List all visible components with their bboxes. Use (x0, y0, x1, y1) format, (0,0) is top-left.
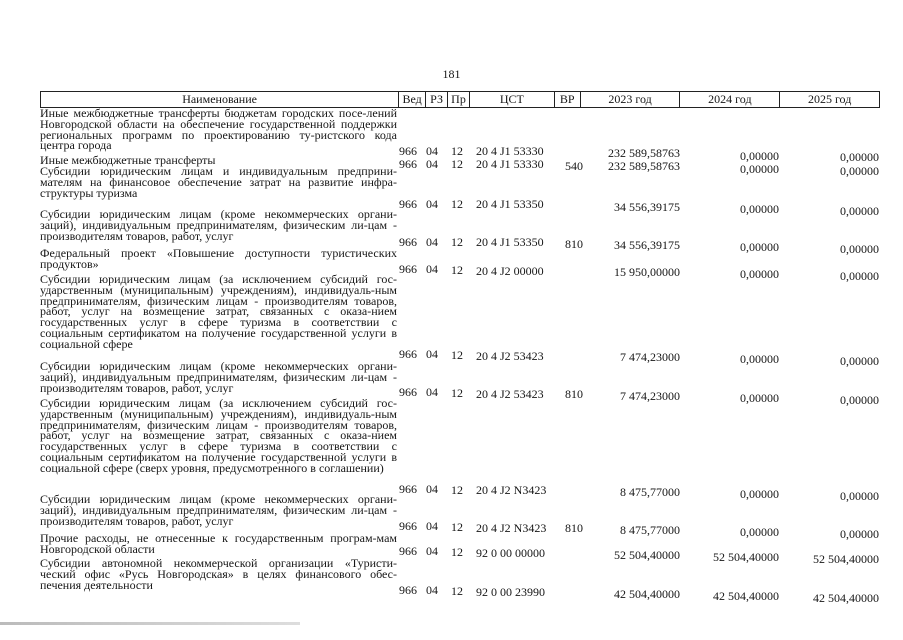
row-cst: 20 4 J1 53330 (476, 157, 544, 171)
row-ved: 966 (399, 235, 417, 249)
row-2023: 42 504,40000 (614, 587, 680, 601)
row-name: Субсидии юридическим лицам (кроме некоммерческих органи-заций), индивидуальным предпринимателям, физическим ли-цам - производителям товаров, работ, услуг (40, 359, 397, 395)
row-2024: 0,00000 (740, 240, 779, 254)
row-2025: 0,00000 (840, 489, 879, 503)
row-ved: 966 (399, 583, 417, 597)
row-pr: 12 (451, 263, 463, 277)
row-rz: 04 (426, 235, 438, 249)
row-2024: 0,00000 (740, 525, 779, 539)
row-cst: 20 4 J2 53423 (476, 387, 544, 401)
row-rz: 04 (426, 347, 438, 361)
row-ved: 966 (399, 262, 417, 276)
row-2024: 0,00000 (740, 267, 779, 281)
row-rz: 04 (426, 262, 438, 276)
row-2025: 0,00000 (840, 527, 879, 541)
row-2025: 0,00000 (840, 393, 879, 407)
row-2025: 42 504,40000 (813, 591, 879, 605)
row-pr: 12 (451, 348, 463, 362)
row-2023: 34 556,39175 (614, 200, 680, 214)
row-2025: 52 504,40000 (813, 552, 879, 566)
row-cst: 20 4 J2 N3423 (476, 521, 547, 535)
row-rz: 04 (426, 385, 438, 399)
row-vr: 810 (565, 387, 583, 401)
row-name: Иные межбюджетные трансферты (40, 153, 216, 167)
row-rz: 04 (426, 197, 438, 211)
row-name: Субсидии юридическим лицам (за исключением субсидий гос-ударственным (муниципальным) учреждениям), индивидуаль-ным предпринимателям, физическим лицам - производителям товаров, работ, услуг на возмещение затрат, связанных с оказа-нием государственных услуг в сфере туризма в соответствии с социальным сертификатом на получение государственной услуги в социальной сфере (сверх уровня, предусмотренного в соглашении) (40, 396, 397, 475)
row-ved: 966 (399, 157, 417, 171)
header-2023: 2023 год (580, 92, 680, 107)
row-cst: 20 4 J2 N3423 (476, 483, 547, 497)
row-2024: 0,00000 (740, 202, 779, 216)
row-cst: 20 4 J2 00000 (476, 264, 544, 278)
row-cst: 20 4 J1 53350 (476, 197, 544, 211)
row-name: Прочие расходы, не отнесенные к государственным програм-мам Новгородской области (40, 531, 397, 556)
row-name: Федеральный проект «Повышение доступности туристических продуктов» (40, 246, 397, 271)
row-pr: 12 (451, 520, 463, 534)
row-vr: 540 (565, 159, 583, 173)
row-2023: 15 950,00000 (614, 265, 680, 279)
row-2023: 232 589,58763 (608, 159, 680, 173)
row-rz: 04 (426, 482, 438, 496)
header-rz: РЗ (425, 92, 447, 107)
row-vr: 810 (565, 237, 583, 251)
row-pr: 12 (451, 584, 463, 598)
row-2024: 0,00000 (740, 162, 779, 176)
row-ved: 966 (399, 544, 417, 558)
row-2023: 8 475,77000 (620, 523, 680, 537)
row-2025: 0,00000 (840, 242, 879, 256)
row-pr: 12 (451, 144, 463, 158)
scan-edge (0, 622, 300, 625)
row-ved: 966 (399, 519, 417, 533)
row-2024: 0,00000 (740, 352, 779, 366)
row-pr: 12 (451, 545, 463, 559)
row-rz: 04 (426, 583, 438, 597)
row-pr: 12 (451, 197, 463, 211)
header-cst: ЦСТ (469, 92, 554, 107)
row-2025: 0,00000 (840, 269, 879, 283)
row-ved: 966 (399, 197, 417, 211)
row-pr: 12 (451, 483, 463, 497)
page-number: 181 (442, 67, 461, 81)
row-2023: 7 474,23000 (620, 389, 680, 403)
row-2024: 42 504,40000 (713, 589, 779, 603)
row-ved: 966 (399, 482, 417, 496)
row-cst: 20 4 J2 53423 (476, 349, 544, 363)
row-2023: 52 504,40000 (614, 548, 680, 562)
row-2025: 0,00000 (840, 150, 879, 164)
header-2025: 2025 год (779, 92, 879, 107)
row-cst: 20 4 J1 53350 (476, 235, 544, 249)
row-2025: 0,00000 (840, 354, 879, 368)
row-ved: 966 (399, 385, 417, 399)
row-2024: 52 504,40000 (713, 550, 779, 564)
row-2024: 0,00000 (740, 391, 779, 405)
header-ved: Вед (398, 92, 425, 107)
row-name: Субсидии юридическим лицам (кроме некоммерческих органи-заций), индивидуальным предпринимателям, физическим ли-цам - производителям товаров, работ, услуг (40, 492, 397, 528)
row-2023: 34 556,39175 (614, 238, 680, 252)
header-name: Наименование (182, 92, 257, 106)
row-2023: 8 475,77000 (620, 485, 680, 499)
row-ved: 966 (399, 347, 417, 361)
header-2024: 2024 год (679, 92, 779, 107)
row-2023: 232 589,58763 (608, 146, 680, 160)
row-ved: 966 (399, 144, 417, 158)
header-vr: ВР (554, 92, 580, 107)
row-2025: 0,00000 (840, 204, 879, 218)
row-rz: 04 (426, 519, 438, 533)
row-cst: 20 4 J1 53330 (476, 144, 544, 158)
row-name: Иные межбюджетные трансферты бюджетам городских посе-лений Новгородской области на обеспечение государственной поддержки региональных программ по проектированию ту-ристского кода центра города (40, 106, 397, 153)
row-2024: 0,00000 (740, 487, 779, 501)
row-cst: 92 0 00 23990 (476, 585, 545, 599)
row-2024: 0,00000 (740, 149, 779, 163)
row-rz: 04 (426, 544, 438, 558)
row-rz: 04 (426, 144, 438, 158)
row-2025: 0,00000 (840, 164, 879, 178)
row-name: Субсидии юридическим лицам (за исключением субсидий гос-ударственным (муниципальным) учреждениям), индивидуаль-ным предпринимателям, физическим лицам - производителям товаров, работ, услуг на возмещение затрат, связанных с оказа-нием государственных услуг в сфере туризма в соответствии с социальным сертификатом на получение государственной услуги в социальной сфере (40, 272, 397, 351)
row-rz: 04 (426, 157, 438, 171)
row-name: Субсидии автономной некоммерческой организации «Туристи-ческий офис «Русь Новгородская» в целях финансового обес-печения деятельности (40, 556, 397, 592)
header-pr: Пр (447, 92, 469, 107)
row-cst: 92 0 00 00000 (476, 546, 545, 560)
row-vr: 810 (565, 521, 583, 535)
row-name: Субсидии юридическим лицам (кроме некоммерческих органи-заций), индивидуальным предпринимателям, физическим ли-цам - производителям товаров, работ, услуг (40, 207, 397, 243)
row-pr: 12 (451, 157, 463, 171)
row-name: Субсидии юридическим лицам и индивидуальным предприни-мателям на финансовое обеспечение затрат на развитие инфра-структуры туризма (40, 164, 397, 200)
row-pr: 12 (451, 235, 463, 249)
row-2023: 7 474,23000 (620, 350, 680, 364)
row-pr: 12 (451, 386, 463, 400)
